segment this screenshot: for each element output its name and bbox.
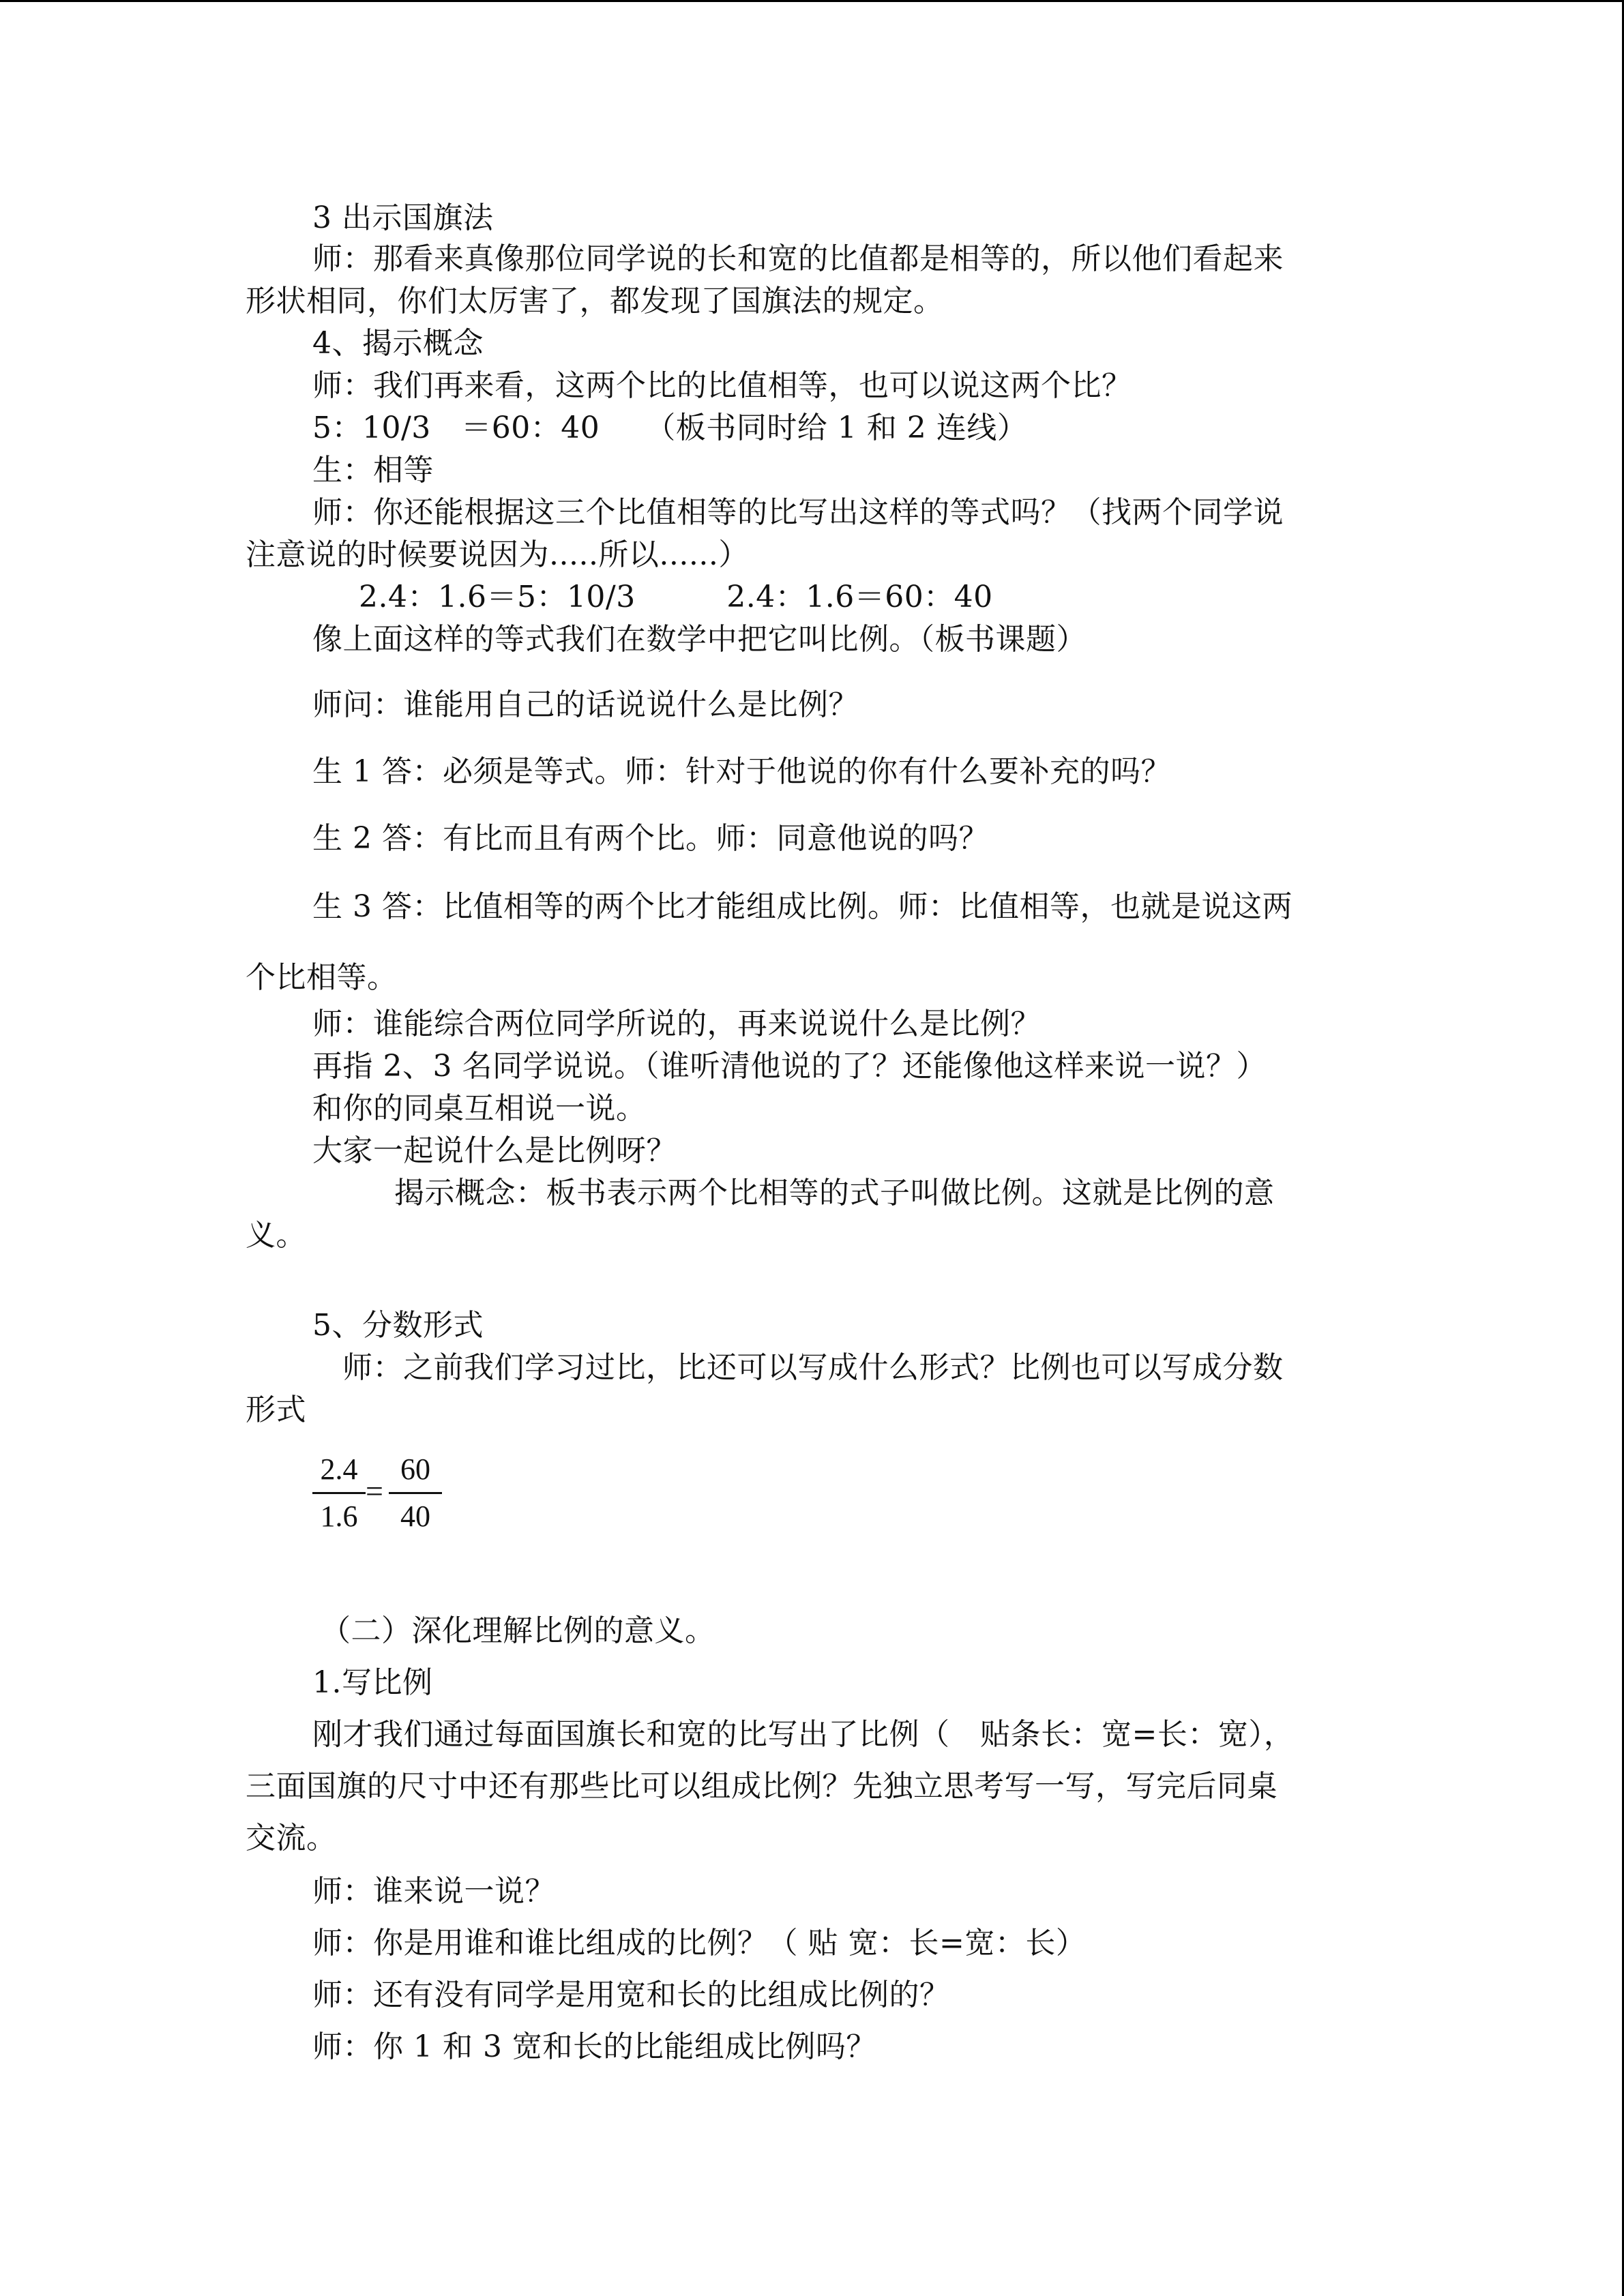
equation-line: 2.4：1.6＝5：10/3 2.4：1.6＝60：40 <box>359 580 993 614</box>
fraction-equals: = <box>366 1474 383 1508</box>
paragraph-line: 师：谁能综合两位同学所说的，再来说说什么是比例？ <box>312 1007 1041 1041</box>
paragraph-line: 师：谁来说一说？ <box>312 1874 555 1909</box>
paragraph-line: 和你的同桌互相说一说。 <box>312 1091 647 1126</box>
paragraph-line: 个比相等。 <box>246 960 398 995</box>
heading-reveal-concept: 4、揭示概念 <box>312 326 484 361</box>
fraction-right-numerator: 60 <box>400 1452 430 1486</box>
heading-fraction-form: 5、分数形式 <box>312 1308 484 1343</box>
paragraph-line: 生 2 答：有比而且有两个比。师：同意他说的吗？ <box>312 821 989 856</box>
paragraph-line: 师：还有没有同学是用宽和长的比组成比例的？ <box>312 1978 950 2012</box>
paragraph-line: 师：你还能根据这三个比值相等的比写出这样的等式吗？（找两个同学说 <box>312 495 1284 530</box>
concept-definition: 揭示概念：板书表示两个比相等的式子叫做比例。这就是比例的意 <box>394 1176 1275 1210</box>
fraction-left <box>312 1450 366 1536</box>
section-heading-deepen: （二）深化理解比例的意义。 <box>321 1613 715 1648</box>
paragraph-line: 师问：谁能用自己的话说说什么是比例？ <box>312 687 859 722</box>
paragraph-line: 形式 <box>246 1392 306 1427</box>
paragraph-line: 师：你 1 和 3 宽和长的比能组成比例吗？ <box>312 2029 876 2064</box>
paragraph-line: 师：之前我们学习过比，比还可以写成什么形式？比例也可以写成分数 <box>342 1350 1284 1385</box>
paragraph-line: 三面国旗的尺寸中还有那些比可以组成比例？先独立思考写一写，写完后同桌 <box>246 1769 1278 1804</box>
equation-line: 5：10/3 ＝60：40 （板书同时给 1 和 2 连线） <box>312 411 1028 445</box>
fraction-right <box>389 1450 442 1536</box>
paragraph-line: 师：你是用谁和谁比组成的比例？（ 贴 宽：长=宽：长） <box>312 1926 1087 1960</box>
paragraph-line: 再指 2、3 名同学说说。（谁听清他说的了？还能像他这样来说一说？） <box>312 1049 1267 1084</box>
heading-write-proportion: 1.写比例 <box>312 1665 433 1700</box>
fraction-right-bar <box>389 1492 442 1494</box>
paragraph-line: 交流。 <box>246 1821 337 1855</box>
paragraph-line: 师：那看来真像那位同学说的长和宽的比值都是相等的，所以他们看起来 <box>312 241 1284 276</box>
paragraph-line: 生 3 答：比值相等的两个比才能组成比例。师：比值相等，也就是说这两 <box>312 889 1293 924</box>
paragraph-line: 生：相等 <box>312 453 434 488</box>
paragraph-line: 师：我们再来看，这两个比的比值相等，也可以说这两个比？ <box>312 368 1132 403</box>
fraction-left-numerator: 2.4 <box>320 1452 358 1486</box>
paragraph-line: 生 1 答：必须是等式。师：针对于他说的你有什么要补充的吗？ <box>312 754 1171 789</box>
paragraph-line: 刚才我们通过每面国旗长和宽的比写出了比例（ 贴条长：宽=长：宽）， <box>312 1717 1295 1752</box>
paragraph-line: 大家一起说什么是比例呀？ <box>312 1133 677 1168</box>
fraction-left-denominator: 1.6 <box>320 1500 358 1533</box>
paragraph-line: 形状相同，你们太厉害了，都发现了国旗法的规定。 <box>246 284 944 318</box>
fraction-left-bar <box>312 1492 366 1494</box>
paragraph-line: 像上面这样的等式我们在数学中把它叫比例。（板书课题） <box>312 622 1087 657</box>
paragraph-line: 义。 <box>246 1218 306 1253</box>
fraction-right-denominator: 40 <box>400 1500 430 1533</box>
paragraph-line: 注意说的时候要说因为.....所以......） <box>246 537 749 572</box>
heading-show-flag-law: 3 出示国旗法 <box>312 200 494 235</box>
